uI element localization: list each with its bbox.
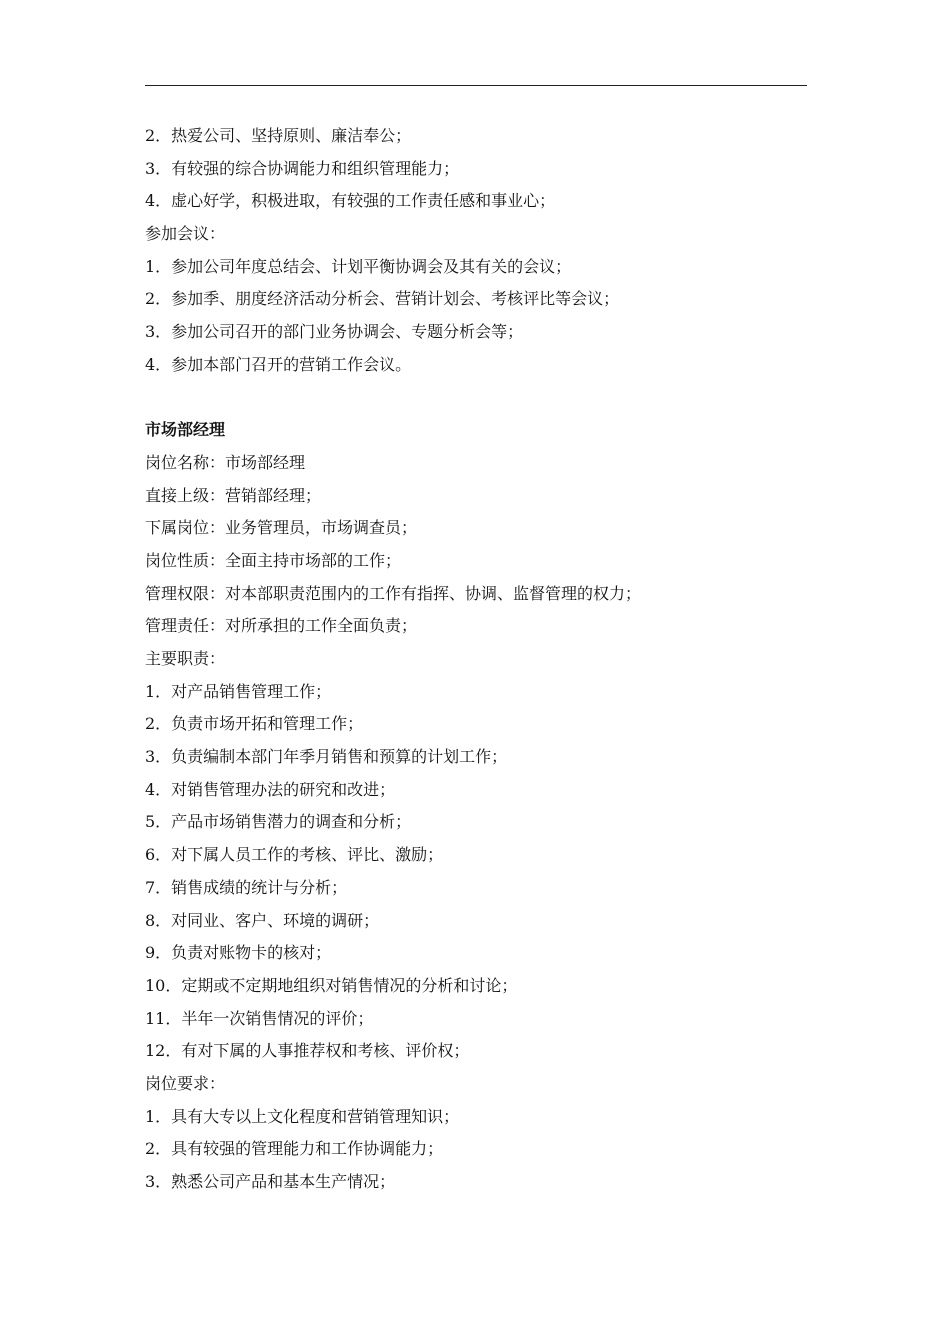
duty-item: 9．负责对账物卡的核对； [145, 943, 332, 963]
duty-item: 11．半年一次销售情况的评价； [145, 1008, 374, 1028]
document-body [145, 120, 825, 1199]
info-line: 下属岗位：业务管理员，市场调查员； [145, 518, 418, 538]
info-line: 岗位名称：市场部经理 [145, 452, 306, 472]
info-line: 管理权限：对本部职责范围内的工作有指挥、协调、监督管理的权力； [145, 583, 642, 603]
duty-item: 7．销售成绩的统计与分析； [145, 877, 348, 897]
requirement-item: 4．虚心好学，积极进取，有较强的工作责任感和事业心； [145, 191, 556, 211]
meeting-item: 1．参加公司年度总结会、计划平衡协调会及其有关的会议； [145, 256, 572, 276]
duty-item: 8．对同业、客户、环境的调研； [145, 910, 380, 930]
requirement-item: 1．具有大专以上文化程度和营销管理知识； [145, 1106, 460, 1126]
duty-item: 4．对销售管理办法的研究和改进； [145, 779, 396, 799]
requirement-item: 2．具有较强的管理能力和工作协调能力； [145, 1139, 444, 1159]
meeting-item: 3．参加公司召开的部门业务协调会、专题分析会等； [145, 322, 524, 342]
requirement-item: 3．熟悉公司产品和基本生产情况； [145, 1172, 396, 1191]
duties-label: 主要职责： [145, 649, 226, 668]
meeting-item: 4．参加本部门召开的营销工作会议。 [145, 354, 412, 374]
section-title: 市场部经理 [145, 420, 226, 440]
meetings-label: 参加会议： [145, 224, 226, 244]
meeting-item: 2．参加季、朋度经济活动分析会、营销计划会、考核评比等会议； [145, 289, 620, 309]
requirement-item: 3．有较强的综合协调能力和组织管理能力； [145, 158, 460, 178]
section-gap [145, 382, 825, 415]
duty-item: 5．产品市场销售潜力的调查和分析； [145, 812, 412, 832]
info-line: 岗位性质：全面主持市场部的工作； [145, 550, 402, 570]
info-line: 管理责任：对所承担的工作全面负责； [145, 616, 418, 636]
header-rule [145, 85, 807, 86]
duty-item: 10．定期或不定期地组织对销售情况的分析和讨论； [145, 975, 518, 995]
duty-item: 2．负责市场开拓和管理工作； [145, 714, 364, 734]
duty-item: 1．对产品销售管理工作； [145, 681, 332, 701]
requirement-item: 2．热爱公司、坚持原则、廉洁奉公； [145, 126, 412, 145]
duty-item: 12．有对下属的人事推荐权和考核、评价权； [145, 1041, 470, 1061]
requirements-label: 岗位要求： [145, 1073, 226, 1093]
info-line: 直接上级：营销部经理； [145, 485, 322, 505]
duty-item: 6．对下属人员工作的考核、评比、激励； [145, 845, 444, 865]
duty-item: 3．负责编制本部门年季月销售和预算的计划工作； [145, 747, 508, 767]
